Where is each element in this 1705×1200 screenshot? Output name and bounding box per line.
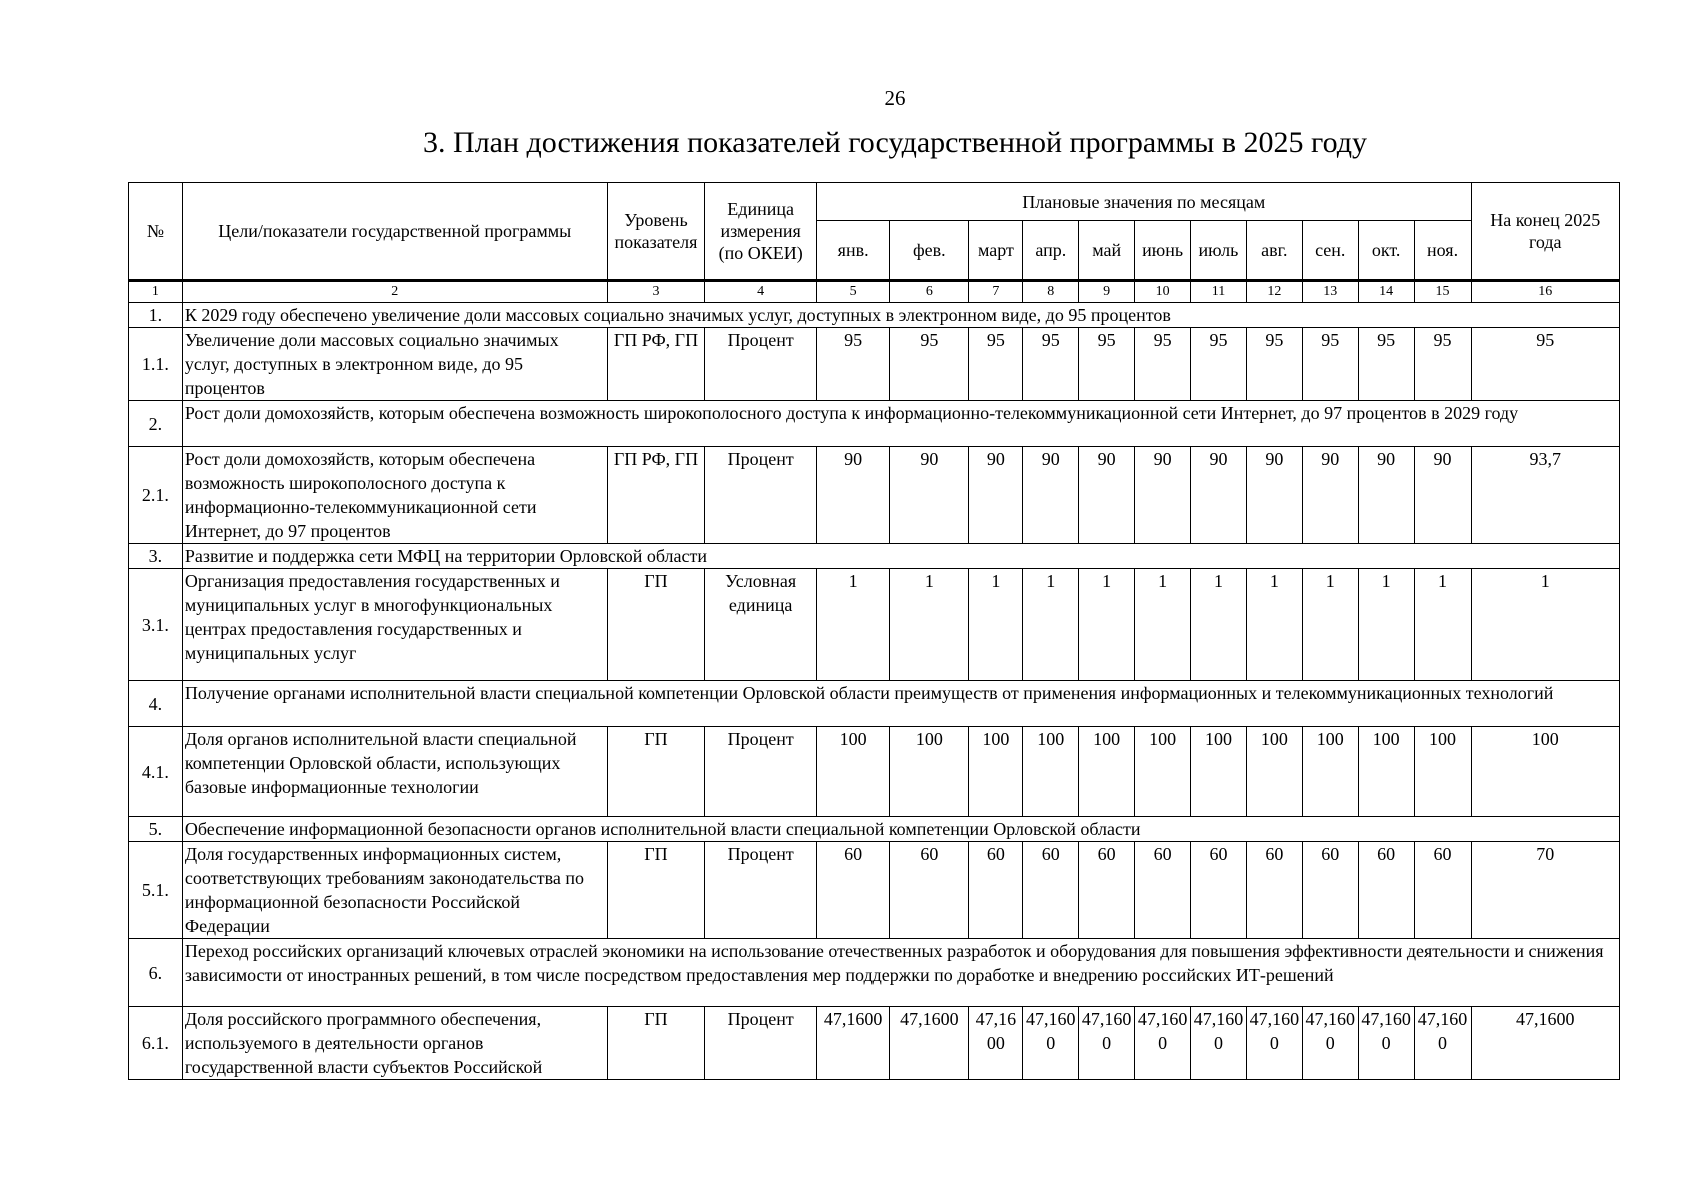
monthly-value: 90 (817, 447, 890, 544)
goal-row (129, 817, 1620, 842)
header-final: На конец 2025 года (1471, 183, 1620, 281)
monthly-value: 100 (969, 727, 1023, 817)
row-number: 4.1. (129, 727, 183, 817)
goal-text: Обеспечение информационной безопасности органов исполнительной власти специальной компетенции Орловской области (182, 817, 1619, 842)
final-value: 70 (1471, 842, 1620, 939)
monthly-value: 90 (1135, 447, 1191, 544)
row-number: 6. (129, 939, 183, 1007)
monthly-value: 100 (1023, 727, 1079, 817)
indicator-row (129, 328, 1620, 401)
indicator-level: ГП (607, 1007, 705, 1080)
column-number: 10 (1135, 281, 1191, 303)
monthly-value: 47,1600 (1302, 1007, 1358, 1080)
monthly-value: 60 (969, 842, 1023, 939)
column-number: 16 (1471, 281, 1620, 303)
monthly-value: 1 (1302, 569, 1358, 681)
indicator-level: ГП (607, 842, 705, 939)
monthly-value: 1 (969, 569, 1023, 681)
monthly-value: 100 (1414, 727, 1471, 817)
monthly-value: 100 (1358, 727, 1414, 817)
monthly-value: 95 (969, 328, 1023, 401)
goal-text: К 2029 году обеспечено увеличение доли массовых социально значимых услуг, доступных в электронном виде, до 95 процентов (182, 303, 1619, 328)
monthly-value: 100 (1135, 727, 1191, 817)
monthly-value: 90 (1246, 447, 1302, 544)
row-number: 2. (129, 401, 183, 447)
column-number: 3 (607, 281, 705, 303)
goal-row (129, 401, 1620, 447)
header-goal: Цели/показатели государственной программы (182, 183, 607, 281)
monthly-value: 60 (1023, 842, 1079, 939)
monthly-value: 95 (1135, 328, 1191, 401)
header-month: авг. (1246, 221, 1302, 281)
column-number: 14 (1358, 281, 1414, 303)
indicator-text: Доля органов исполнительной власти специальной компетенции Орловской области, использующих базовые информационные технологии (182, 727, 607, 817)
row-number: 5.1. (129, 842, 183, 939)
indicator-row (129, 727, 1620, 817)
indicator-unit: Условная единица (705, 569, 817, 681)
indicator-unit: Процент (705, 328, 817, 401)
header-num: № (129, 183, 183, 281)
indicator-unit: Процент (705, 727, 817, 817)
monthly-value: 60 (1135, 842, 1191, 939)
column-number: 12 (1246, 281, 1302, 303)
monthly-value: 100 (890, 727, 969, 817)
monthly-value: 100 (1302, 727, 1358, 817)
row-number: 3. (129, 544, 183, 569)
indicator-text: Рост доли домохозяйств, которым обеспечена возможность широкополосного доступа к информационно-телекоммуникационной сети Интернет, до 97 процентов (182, 447, 607, 544)
monthly-value: 100 (1246, 727, 1302, 817)
monthly-value: 1 (1358, 569, 1414, 681)
indicator-row (129, 447, 1620, 544)
goal-row (129, 544, 1620, 569)
header-month: март (969, 221, 1023, 281)
monthly-value: 100 (1079, 727, 1135, 817)
final-value: 1 (1471, 569, 1620, 681)
header-unit: Единица измерения (по ОКЕИ) (705, 183, 817, 281)
goal-row (129, 939, 1620, 1007)
monthly-value: 1 (1079, 569, 1135, 681)
monthly-value: 60 (1302, 842, 1358, 939)
row-number: 5. (129, 817, 183, 842)
monthly-value: 60 (1358, 842, 1414, 939)
monthly-value: 60 (1191, 842, 1247, 939)
indicator-text: Доля государственных информационных систем, соответствующих требованиям законодательства по информационной безопасности Российской Федерации (182, 842, 607, 939)
header-month: сен. (1302, 221, 1358, 281)
goal-row (129, 681, 1620, 727)
indicator-level: ГП (607, 727, 705, 817)
final-value: 95 (1471, 328, 1620, 401)
indicators-plan-table (128, 182, 1620, 1080)
goal-row (129, 303, 1620, 328)
column-number: 11 (1191, 281, 1247, 303)
monthly-value: 47,1600 (817, 1007, 890, 1080)
monthly-value: 100 (817, 727, 890, 817)
indicator-unit: Процент (705, 1007, 817, 1080)
monthly-value: 47,1600 (1358, 1007, 1414, 1080)
monthly-value: 1 (817, 569, 890, 681)
goal-text: Рост доли домохозяйств, которым обеспечена возможность широкополосного доступа к информационно-телекоммуникационной сети Интернет, до 97 процентов в 2029 году (182, 401, 1619, 447)
monthly-value: 95 (1358, 328, 1414, 401)
column-number: 6 (890, 281, 969, 303)
monthly-value: 95 (1302, 328, 1358, 401)
monthly-value: 1 (1246, 569, 1302, 681)
monthly-value: 90 (969, 447, 1023, 544)
header-month: окт. (1358, 221, 1414, 281)
indicator-level: ГП РФ, ГП (607, 328, 705, 401)
goal-text: Развитие и поддержка сети МФЦ на территории Орловской области (182, 544, 1619, 569)
monthly-value: 95 (1023, 328, 1079, 401)
indicator-row (129, 842, 1620, 939)
row-number: 2.1. (129, 447, 183, 544)
indicator-level: ГП РФ, ГП (607, 447, 705, 544)
header-level: Уровень показателя (607, 183, 705, 281)
final-value: 93,7 (1471, 447, 1620, 544)
column-number: 15 (1414, 281, 1471, 303)
row-number: 6.1. (129, 1007, 183, 1080)
header-month: апр. (1023, 221, 1079, 281)
monthly-value: 95 (1079, 328, 1135, 401)
monthly-value: 60 (1246, 842, 1302, 939)
monthly-value: 90 (1302, 447, 1358, 544)
row-number: 3.1. (129, 569, 183, 681)
monthly-value: 47,1600 (890, 1007, 969, 1080)
monthly-value: 60 (890, 842, 969, 939)
column-number: 1 (129, 281, 183, 303)
header-month: июнь (1135, 221, 1191, 281)
monthly-value: 95 (1191, 328, 1247, 401)
final-value: 47,1600 (1471, 1007, 1620, 1080)
indicator-text: Организация предоставления государственных и муниципальных услуг в многофункциональных центрах предоставления государственных и муниципальных услуг (182, 569, 607, 681)
monthly-value: 1 (1191, 569, 1247, 681)
column-number: 7 (969, 281, 1023, 303)
header-month: фев. (890, 221, 969, 281)
column-number: 13 (1302, 281, 1358, 303)
monthly-value: 95 (817, 328, 890, 401)
column-number: 5 (817, 281, 890, 303)
monthly-value: 1 (1414, 569, 1471, 681)
goal-text: Получение органами исполнительной власти специальной компетенции Орловской области преимуществ от применения информационных и телекоммуникационных технологий (182, 681, 1619, 727)
indicator-level: ГП (607, 569, 705, 681)
header-month: май (1079, 221, 1135, 281)
monthly-value: 47,1600 (1023, 1007, 1079, 1080)
column-number: 8 (1023, 281, 1079, 303)
indicator-unit: Процент (705, 447, 817, 544)
column-number: 2 (182, 281, 607, 303)
header-month: янв. (817, 221, 890, 281)
document-title: 3. План достижения показателей государственной программы в 2025 году (423, 126, 1367, 159)
row-number: 4. (129, 681, 183, 727)
monthly-value: 90 (1358, 447, 1414, 544)
final-value: 100 (1471, 727, 1620, 817)
monthly-value: 1 (1023, 569, 1079, 681)
column-number: 9 (1079, 281, 1135, 303)
page-number: 26 (884, 86, 906, 110)
monthly-value: 47,1600 (1191, 1007, 1247, 1080)
goal-text: Переход российских организаций ключевых отраслей экономики на использование отечественных разработок и оборудования для повышения эффективности деятельности и снижения зависимости от иностранных решений, в том числе посредством предоставления мер поддержки по доработке и внедрению российских ИТ-решений (182, 939, 1619, 1007)
monthly-value: 90 (890, 447, 969, 544)
monthly-value: 47,1600 (1246, 1007, 1302, 1080)
monthly-value: 95 (1246, 328, 1302, 401)
monthly-value: 90 (1079, 447, 1135, 544)
monthly-value: 95 (890, 328, 969, 401)
monthly-value: 60 (1414, 842, 1471, 939)
monthly-value: 60 (817, 842, 890, 939)
monthly-value: 47,1600 (1135, 1007, 1191, 1080)
monthly-value: 47,1600 (1414, 1007, 1471, 1080)
monthly-value: 1 (890, 569, 969, 681)
monthly-value: 90 (1414, 447, 1471, 544)
column-number: 4 (705, 281, 817, 303)
header-month: июль (1191, 221, 1247, 281)
header-monthly-group: Плановые значения по месяцам (817, 183, 1471, 221)
indicator-row (129, 1007, 1620, 1080)
monthly-value: 60 (1079, 842, 1135, 939)
indicator-unit: Процент (705, 842, 817, 939)
monthly-value: 47,1600 (1079, 1007, 1135, 1080)
monthly-value: 90 (1191, 447, 1247, 544)
row-number: 1.1. (129, 328, 183, 401)
indicator-text: Доля российского программного обеспечения, используемого в деятельности органов государственной власти субъектов Российской (182, 1007, 607, 1080)
monthly-value: 1 (1135, 569, 1191, 681)
indicator-row (129, 569, 1620, 681)
monthly-value: 95 (1414, 328, 1471, 401)
indicator-text: Увеличение доли массовых социально значимых услуг, доступных в электронном виде, до 95 процентов (182, 328, 607, 401)
header-month: ноя. (1414, 221, 1471, 281)
monthly-value: 47,1600 (969, 1007, 1023, 1080)
row-number: 1. (129, 303, 183, 328)
monthly-value: 100 (1191, 727, 1247, 817)
monthly-value: 90 (1023, 447, 1079, 544)
